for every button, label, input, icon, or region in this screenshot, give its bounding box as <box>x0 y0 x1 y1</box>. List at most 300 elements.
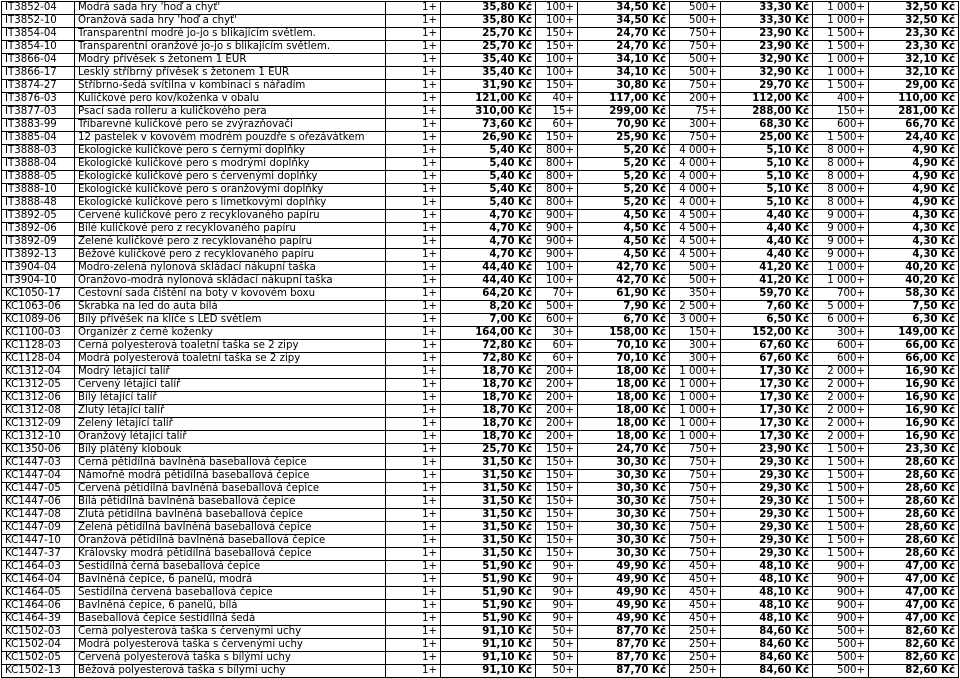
qty-tier-2: 500+ <box>536 301 578 314</box>
qty-tier-3: 500+ <box>670 275 721 288</box>
product-code: KC1312-08 <box>2 405 75 418</box>
qty-tier-2: 100+ <box>536 54 578 67</box>
price-tier-2: 4,50 Kč <box>578 223 670 236</box>
qty-tier-4: 900+ <box>813 587 869 600</box>
table-row <box>2 457 959 470</box>
table-row <box>2 392 959 405</box>
qty-tier-3: 750+ <box>670 80 721 93</box>
price-tier-4: 28,60 Kč <box>869 522 959 535</box>
price-tier-3: 68,30 Kč <box>721 119 813 132</box>
table-row <box>2 262 959 275</box>
product-name: Oranžový létající talíř <box>75 431 386 444</box>
price-tier-1: 4,70 Kč <box>441 236 536 249</box>
qty-tier-4: 1 500+ <box>813 509 869 522</box>
price-tier-1: 51,90 Kč <box>441 613 536 626</box>
price-tier-3: 7,60 Kč <box>721 301 813 314</box>
price-tier-3: 23,90 Kč <box>721 28 813 41</box>
qty-tier-1: 1+ <box>386 509 441 522</box>
price-tier-3: 17,30 Kč <box>721 366 813 379</box>
qty-tier-2: 50+ <box>536 652 578 665</box>
product-name: Béžová polyesterová taška s bílými uchy <box>75 665 386 678</box>
product-name: Modrá sada hry 'hoď a chyť' <box>75 2 386 15</box>
price-tier-4: 4,30 Kč <box>869 236 959 249</box>
qty-tier-1: 1+ <box>386 93 441 106</box>
price-tier-3: 33,30 Kč <box>721 15 813 28</box>
qty-tier-3: 750+ <box>670 41 721 54</box>
price-tier-1: 26,90 Kč <box>441 132 536 145</box>
qty-tier-4: 1 500+ <box>813 483 869 496</box>
qty-tier-4: 500+ <box>813 665 869 678</box>
qty-tier-1: 1+ <box>386 54 441 67</box>
qty-tier-2: 200+ <box>536 392 578 405</box>
qty-tier-4: 2 000+ <box>813 431 869 444</box>
price-tier-1: 91,10 Kč <box>441 665 536 678</box>
product-code: KC1100-03 <box>2 327 75 340</box>
price-tier-1: 35,80 Kč <box>441 15 536 28</box>
product-name: Ekologické kuličkové pero s oranžovými doplňky <box>75 184 386 197</box>
price-tier-1: 4,70 Kč <box>441 223 536 236</box>
qty-tier-2: 200+ <box>536 379 578 392</box>
product-name: Oranžovo-modrá nylonová skládací nákupní taška <box>75 275 386 288</box>
price-tier-3: 29,30 Kč <box>721 457 813 470</box>
qty-tier-3: 1 000+ <box>670 392 721 405</box>
table-row <box>2 327 959 340</box>
price-tier-4: 82,60 Kč <box>869 639 959 652</box>
price-tier-3: 29,30 Kč <box>721 548 813 561</box>
qty-tier-2: 40+ <box>536 93 578 106</box>
price-tier-3: 6,50 Kč <box>721 314 813 327</box>
qty-tier-3: 4 500+ <box>670 210 721 223</box>
price-tier-3: 84,60 Kč <box>721 626 813 639</box>
qty-tier-4: 1 500+ <box>813 28 869 41</box>
qty-tier-4: 8 000+ <box>813 197 869 210</box>
qty-tier-3: 750+ <box>670 444 721 457</box>
price-tier-2: 42,70 Kč <box>578 275 670 288</box>
product-name: Zelený létající talíř <box>75 418 386 431</box>
qty-tier-3: 75+ <box>670 106 721 119</box>
price-tier-2: 30,30 Kč <box>578 496 670 509</box>
price-tier-2: 5,20 Kč <box>578 171 670 184</box>
qty-tier-4: 500+ <box>813 652 869 665</box>
price-tier-4: 47,00 Kč <box>869 600 959 613</box>
product-code: KC1447-06 <box>2 496 75 509</box>
qty-tier-1: 1+ <box>386 41 441 54</box>
price-tier-4: 40,20 Kč <box>869 262 959 275</box>
qty-tier-2: 90+ <box>536 587 578 600</box>
qty-tier-1: 1+ <box>386 665 441 678</box>
price-tier-4: 47,00 Kč <box>869 561 959 574</box>
product-name: Červená polyesterová taška s bílými uchy <box>75 652 386 665</box>
price-tier-2: 87,70 Kč <box>578 639 670 652</box>
qty-tier-3: 250+ <box>670 665 721 678</box>
price-tier-1: 51,90 Kč <box>441 561 536 574</box>
price-tier-3: 5,10 Kč <box>721 145 813 158</box>
price-tier-4: 28,60 Kč <box>869 535 959 548</box>
price-tier-4: 23,30 Kč <box>869 444 959 457</box>
qty-tier-1: 1+ <box>386 392 441 405</box>
qty-tier-2: 60+ <box>536 353 578 366</box>
price-tier-4: 40,20 Kč <box>869 275 959 288</box>
price-tier-3: 5,10 Kč <box>721 158 813 171</box>
price-tier-2: 30,80 Kč <box>578 80 670 93</box>
qty-tier-3: 300+ <box>670 353 721 366</box>
product-code: KC1464-06 <box>2 600 75 613</box>
product-name: Žlutá pětidílná bavlněná baseballová čepice <box>75 509 386 522</box>
price-tier-1: 91,10 Kč <box>441 652 536 665</box>
price-tier-4: 32,50 Kč <box>869 2 959 15</box>
table-row <box>2 236 959 249</box>
qty-tier-2: 150+ <box>536 535 578 548</box>
price-tier-4: 4,90 Kč <box>869 158 959 171</box>
product-code: IT3877-03 <box>2 106 75 119</box>
price-tier-1: 4,70 Kč <box>441 210 536 223</box>
product-name: Námořně modrá pětidílná baseballová čepice <box>75 470 386 483</box>
price-tier-3: 84,60 Kč <box>721 639 813 652</box>
price-tier-1: 31,50 Kč <box>441 509 536 522</box>
table-row <box>2 613 959 626</box>
table-body <box>2 2 959 678</box>
qty-tier-4: 1 000+ <box>813 2 869 15</box>
qty-tier-2: 200+ <box>536 405 578 418</box>
price-tier-3: 5,10 Kč <box>721 184 813 197</box>
product-code: IT3885-04 <box>2 132 75 145</box>
price-tier-4: 28,60 Kč <box>869 470 959 483</box>
qty-tier-3: 750+ <box>670 522 721 535</box>
product-name: Červená pětidílná bavlněná baseballová čepice <box>75 483 386 496</box>
price-tier-2: 30,30 Kč <box>578 457 670 470</box>
price-tier-3: 4,40 Kč <box>721 249 813 262</box>
product-code: KC1312-05 <box>2 379 75 392</box>
product-code: KC1502-13 <box>2 665 75 678</box>
price-tier-2: 5,20 Kč <box>578 158 670 171</box>
qty-tier-1: 1+ <box>386 145 441 158</box>
price-tier-1: 31,50 Kč <box>441 470 536 483</box>
qty-tier-3: 250+ <box>670 626 721 639</box>
price-tier-4: 4,90 Kč <box>869 171 959 184</box>
price-tier-2: 30,30 Kč <box>578 470 670 483</box>
qty-tier-2: 100+ <box>536 262 578 275</box>
price-tier-3: 67,60 Kč <box>721 353 813 366</box>
table-row <box>2 639 959 652</box>
table-row <box>2 665 959 678</box>
price-tier-1: 91,10 Kč <box>441 639 536 652</box>
qty-tier-3: 500+ <box>670 15 721 28</box>
product-code: KC1063-06 <box>2 301 75 314</box>
qty-tier-4: 2 000+ <box>813 405 869 418</box>
qty-tier-1: 1+ <box>386 457 441 470</box>
product-name: Oranžová sada hry 'hoď a chyť' <box>75 15 386 28</box>
qty-tier-2: 60+ <box>536 340 578 353</box>
qty-tier-1: 1+ <box>386 262 441 275</box>
qty-tier-3: 750+ <box>670 496 721 509</box>
table-row <box>2 587 959 600</box>
table-row <box>2 496 959 509</box>
table-row <box>2 314 959 327</box>
qty-tier-2: 150+ <box>536 132 578 145</box>
price-tier-2: 49,90 Kč <box>578 574 670 587</box>
qty-tier-4: 600+ <box>813 340 869 353</box>
price-tier-4: 7,50 Kč <box>869 301 959 314</box>
price-tier-4: 47,00 Kč <box>869 574 959 587</box>
qty-tier-3: 4 000+ <box>670 158 721 171</box>
qty-tier-1: 1+ <box>386 301 441 314</box>
qty-tier-4: 1 000+ <box>813 275 869 288</box>
table-row <box>2 145 959 158</box>
product-code: IT3888-04 <box>2 158 75 171</box>
product-name: Psací sada rolleru a kuličkového pera <box>75 106 386 119</box>
qty-tier-2: 150+ <box>536 496 578 509</box>
qty-tier-2: 150+ <box>536 80 578 93</box>
price-tier-2: 49,90 Kč <box>578 561 670 574</box>
price-tier-4: 4,30 Kč <box>869 223 959 236</box>
price-tier-4: 58,30 Kč <box>869 288 959 301</box>
price-tier-2: 24,70 Kč <box>578 444 670 457</box>
qty-tier-1: 1+ <box>386 223 441 236</box>
price-tier-3: 23,90 Kč <box>721 444 813 457</box>
product-name: Bílý létající talíř <box>75 392 386 405</box>
price-tier-3: 17,30 Kč <box>721 392 813 405</box>
price-tier-1: 31,50 Kč <box>441 522 536 535</box>
price-tier-4: 4,90 Kč <box>869 145 959 158</box>
price-tier-2: 61,90 Kč <box>578 288 670 301</box>
qty-tier-3: 150+ <box>670 327 721 340</box>
price-tier-1: 51,90 Kč <box>441 587 536 600</box>
product-name: Cestovní sada čištění na boty v kovovém boxu <box>75 288 386 301</box>
product-name: Modrý přívěsek s žetonem 1 EUR <box>75 54 386 67</box>
price-tier-1: 35,40 Kč <box>441 67 536 80</box>
qty-tier-4: 6 000+ <box>813 314 869 327</box>
price-tier-1: 31,50 Kč <box>441 535 536 548</box>
price-tier-1: 25,70 Kč <box>441 444 536 457</box>
product-name: Kuličkové pero kov/koženka v obalu <box>75 93 386 106</box>
price-tier-4: 29,00 Kč <box>869 80 959 93</box>
price-tier-4: 24,40 Kč <box>869 132 959 145</box>
price-tier-2: 70,10 Kč <box>578 340 670 353</box>
price-tier-1: 18,70 Kč <box>441 392 536 405</box>
price-tier-4: 4,30 Kč <box>869 249 959 262</box>
qty-tier-4: 500+ <box>813 626 869 639</box>
qty-tier-2: 150+ <box>536 522 578 535</box>
price-tier-4: 16,90 Kč <box>869 366 959 379</box>
price-tier-2: 5,20 Kč <box>578 145 670 158</box>
qty-tier-4: 1 500+ <box>813 444 869 457</box>
price-tier-2: 34,10 Kč <box>578 54 670 67</box>
qty-tier-2: 900+ <box>536 223 578 236</box>
price-tier-4: 281,00 Kč <box>869 106 959 119</box>
qty-tier-2: 90+ <box>536 574 578 587</box>
product-name: Černá polyesterová toaletní taška se 2 zipy <box>75 340 386 353</box>
qty-tier-1: 1+ <box>386 613 441 626</box>
qty-tier-1: 1+ <box>386 431 441 444</box>
qty-tier-3: 750+ <box>670 483 721 496</box>
table-row <box>2 301 959 314</box>
qty-tier-4: 1 500+ <box>813 80 869 93</box>
qty-tier-4: 9 000+ <box>813 223 869 236</box>
product-code: IT3854-10 <box>2 41 75 54</box>
price-tier-1: 72,80 Kč <box>441 353 536 366</box>
product-name: Ekologické kuličkové pero s modrými doplňky <box>75 158 386 171</box>
qty-tier-1: 1+ <box>386 340 441 353</box>
product-name: Šestidílná červená baseballová čepice <box>75 587 386 600</box>
product-code: KC1447-04 <box>2 470 75 483</box>
product-code: KC1447-09 <box>2 522 75 535</box>
qty-tier-4: 900+ <box>813 613 869 626</box>
price-tier-1: 5,40 Kč <box>441 171 536 184</box>
price-tier-4: 47,00 Kč <box>869 613 959 626</box>
table-row <box>2 483 959 496</box>
product-code: KC1089-06 <box>2 314 75 327</box>
price-tier-4: 32,50 Kč <box>869 15 959 28</box>
price-tier-1: 18,70 Kč <box>441 405 536 418</box>
qty-tier-3: 300+ <box>670 340 721 353</box>
product-code: KC1312-09 <box>2 418 75 431</box>
qty-tier-1: 1+ <box>386 639 441 652</box>
price-tier-4: 16,90 Kč <box>869 392 959 405</box>
qty-tier-4: 2 000+ <box>813 379 869 392</box>
table-row <box>2 600 959 613</box>
qty-tier-1: 1+ <box>386 483 441 496</box>
product-name: Bílé kuličkové pero z recyklovaného papíru <box>75 223 386 236</box>
table-row <box>2 223 959 236</box>
qty-tier-3: 4 500+ <box>670 236 721 249</box>
table-row <box>2 561 959 574</box>
product-code: KC1447-37 <box>2 548 75 561</box>
product-name: Baseballová čepice šestidílná šedá <box>75 613 386 626</box>
price-tier-2: 4,50 Kč <box>578 210 670 223</box>
product-name: Tříbarevné kuličkové pero se zvýrazňovači <box>75 119 386 132</box>
product-code: IT3883-99 <box>2 119 75 132</box>
price-tier-4: 82,60 Kč <box>869 626 959 639</box>
price-tier-2: 30,30 Kč <box>578 509 670 522</box>
qty-tier-4: 8 000+ <box>813 171 869 184</box>
price-tier-1: 8,20 Kč <box>441 301 536 314</box>
price-tier-4: 28,60 Kč <box>869 548 959 561</box>
price-tier-2: 4,50 Kč <box>578 249 670 262</box>
price-tier-1: 121,00 Kč <box>441 93 536 106</box>
price-tier-2: 18,00 Kč <box>578 392 670 405</box>
table-row <box>2 2 959 15</box>
price-tier-4: 4,30 Kč <box>869 210 959 223</box>
price-tier-4: 16,90 Kč <box>869 418 959 431</box>
price-tier-3: 23,90 Kč <box>721 41 813 54</box>
qty-tier-2: 70+ <box>536 288 578 301</box>
price-tier-3: 152,00 Kč <box>721 327 813 340</box>
table-row <box>2 509 959 522</box>
qty-tier-1: 1+ <box>386 210 441 223</box>
qty-tier-1: 1+ <box>386 158 441 171</box>
price-tier-1: 35,80 Kč <box>441 2 536 15</box>
qty-tier-3: 200+ <box>670 93 721 106</box>
price-tier-2: 30,30 Kč <box>578 548 670 561</box>
qty-tier-3: 2 500+ <box>670 301 721 314</box>
price-tier-4: 32,10 Kč <box>869 54 959 67</box>
qty-tier-1: 1+ <box>386 587 441 600</box>
qty-tier-4: 600+ <box>813 119 869 132</box>
table-row <box>2 106 959 119</box>
product-name: Zelená pětidílná bavlněná baseballová čepice <box>75 522 386 535</box>
table-row <box>2 54 959 67</box>
qty-tier-3: 500+ <box>670 67 721 80</box>
price-tier-1: 25,70 Kč <box>441 41 536 54</box>
price-tier-1: 31,50 Kč <box>441 496 536 509</box>
qty-tier-4: 900+ <box>813 561 869 574</box>
price-tier-1: 310,00 Kč <box>441 106 536 119</box>
product-code: IT3888-03 <box>2 145 75 158</box>
table-row <box>2 28 959 41</box>
table-row <box>2 132 959 145</box>
qty-tier-3: 750+ <box>670 457 721 470</box>
table-row <box>2 366 959 379</box>
price-tier-4: 28,60 Kč <box>869 509 959 522</box>
price-tier-3: 29,30 Kč <box>721 535 813 548</box>
table-row <box>2 353 959 366</box>
qty-tier-1: 1+ <box>386 418 441 431</box>
price-tier-3: 84,60 Kč <box>721 652 813 665</box>
qty-tier-1: 1+ <box>386 197 441 210</box>
qty-tier-2: 150+ <box>536 483 578 496</box>
qty-tier-3: 4 000+ <box>670 197 721 210</box>
qty-tier-1: 1+ <box>386 314 441 327</box>
product-code: KC1050-17 <box>2 288 75 301</box>
qty-tier-2: 90+ <box>536 600 578 613</box>
product-code: KC1447-10 <box>2 535 75 548</box>
product-code: IT3904-10 <box>2 275 75 288</box>
product-code: IT3874-27 <box>2 80 75 93</box>
price-tier-4: 28,60 Kč <box>869 496 959 509</box>
price-table <box>1 1 959 678</box>
product-code: IT3888-05 <box>2 171 75 184</box>
price-tier-1: 31,90 Kč <box>441 80 536 93</box>
qty-tier-4: 8 000+ <box>813 158 869 171</box>
product-code: IT3888-10 <box>2 184 75 197</box>
qty-tier-2: 50+ <box>536 639 578 652</box>
price-tier-1: 91,10 Kč <box>441 626 536 639</box>
qty-tier-1: 1+ <box>386 28 441 41</box>
qty-tier-1: 1+ <box>386 561 441 574</box>
product-code: IT3852-04 <box>2 2 75 15</box>
qty-tier-4: 1 000+ <box>813 67 869 80</box>
product-code: IT3892-13 <box>2 249 75 262</box>
product-code: IT3854-04 <box>2 28 75 41</box>
product-code: KC1128-04 <box>2 353 75 366</box>
qty-tier-2: 900+ <box>536 210 578 223</box>
price-tier-2: 34,50 Kč <box>578 15 670 28</box>
product-name: Ekologické kuličkové pero s černými doplňky <box>75 145 386 158</box>
qty-tier-3: 750+ <box>670 548 721 561</box>
price-tier-2: 34,10 Kč <box>578 67 670 80</box>
product-code: IT3892-09 <box>2 236 75 249</box>
product-code: KC1502-03 <box>2 626 75 639</box>
qty-tier-4: 1 000+ <box>813 262 869 275</box>
product-code: KC1464-05 <box>2 587 75 600</box>
price-tier-4: 66,00 Kč <box>869 353 959 366</box>
qty-tier-4: 300+ <box>813 327 869 340</box>
qty-tier-2: 800+ <box>536 158 578 171</box>
qty-tier-3: 250+ <box>670 639 721 652</box>
product-code: IT3852-10 <box>2 15 75 28</box>
product-name: Modro-zelená nylonová skládací nákupní taška <box>75 262 386 275</box>
price-tier-2: 30,30 Kč <box>578 535 670 548</box>
qty-tier-4: 9 000+ <box>813 249 869 262</box>
qty-tier-4: 150+ <box>813 106 869 119</box>
qty-tier-1: 1+ <box>386 132 441 145</box>
qty-tier-1: 1+ <box>386 600 441 613</box>
qty-tier-2: 150+ <box>536 28 578 41</box>
qty-tier-4: 500+ <box>813 639 869 652</box>
qty-tier-2: 100+ <box>536 275 578 288</box>
qty-tier-2: 150+ <box>536 457 578 470</box>
qty-tier-1: 1+ <box>386 327 441 340</box>
